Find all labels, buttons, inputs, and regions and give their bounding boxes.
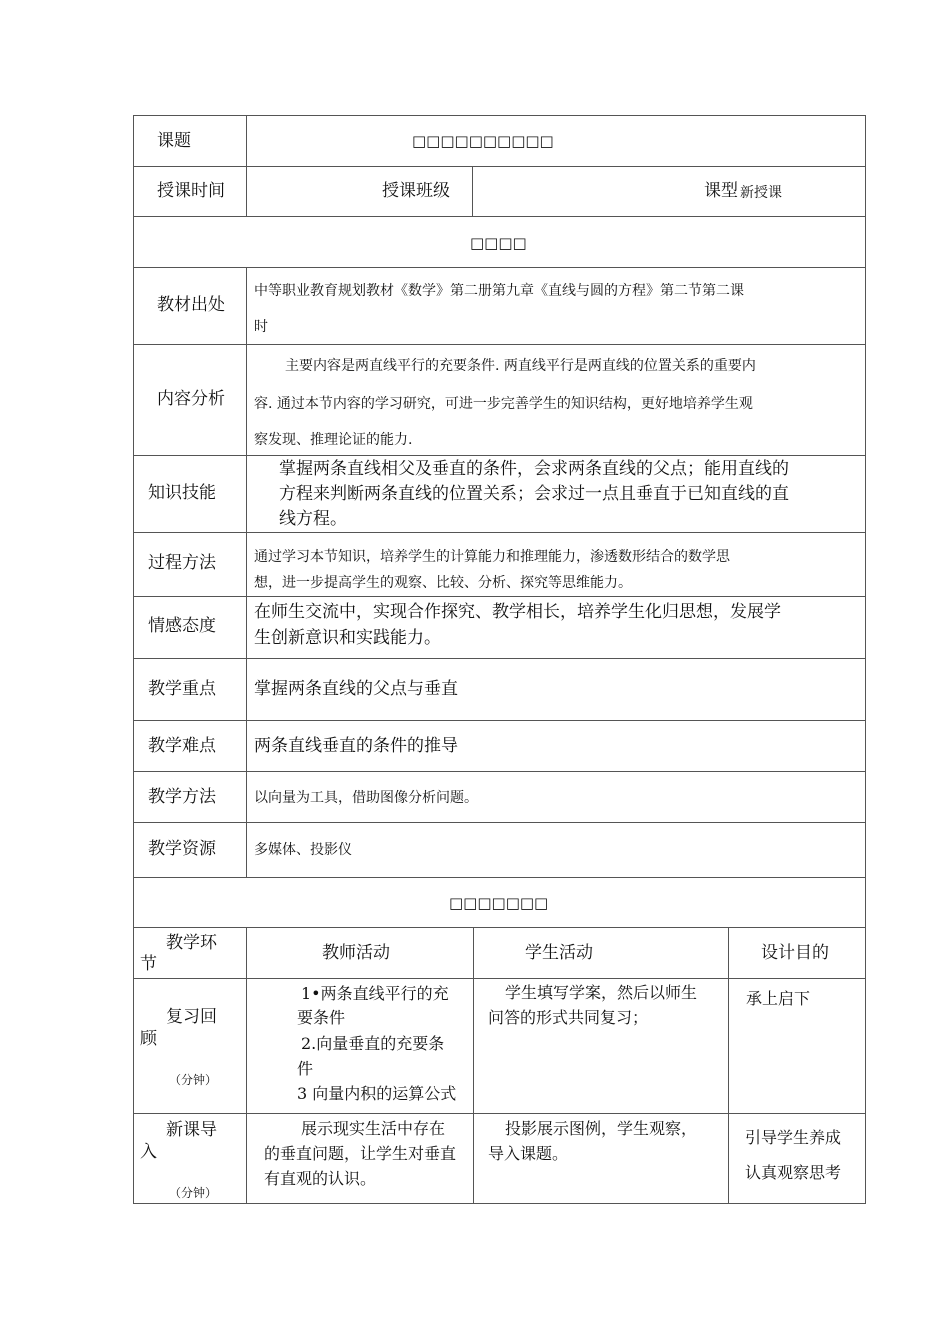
rule	[133, 720, 866, 721]
section-title-2: □□□□□□□	[449, 894, 549, 912]
rule	[133, 455, 866, 456]
label-divider	[246, 267, 247, 878]
intro-purpose-a: 引导学生养成	[745, 1128, 842, 1147]
intro-teacher-c: 有直观的认识。	[264, 1169, 377, 1188]
skill-text-line3: 线方程。	[279, 509, 347, 529]
review-student-a: 学生填写学案，然后以师生	[505, 983, 698, 1002]
border-right	[865, 115, 866, 1204]
skill-label: 知识技能	[148, 483, 216, 503]
review-stage-line1: 复习回	[166, 1007, 217, 1027]
rule	[133, 927, 866, 928]
source-text-line1: 中等职业教育规划教材《数学》第二册第九章《直线与圆的方程》第二节第二课	[254, 283, 744, 299]
process-text-line2: 想，进一步提高学生的观察、比较、分析、探究等思维能力。	[254, 575, 632, 591]
review-teacher-2a: 2.向量垂直的充要条	[301, 1034, 445, 1053]
skill-text-line2: 方程来判断两条直线的位置关系；会求过一点且垂直于已知直线的直	[279, 484, 789, 504]
emotion-text-line1: 在师生交流中，实现合作探究、教学相长，培养学生化归思想，发展学	[254, 602, 781, 622]
rule	[133, 596, 866, 597]
source-text-line2: 时	[254, 319, 268, 335]
border-left	[133, 115, 134, 1204]
col-stage-header-line2: 节	[140, 954, 157, 974]
col-student-header: 学生活动	[525, 943, 593, 963]
rule	[133, 1203, 866, 1204]
rule	[133, 532, 866, 533]
rule	[133, 978, 866, 979]
rule	[133, 877, 866, 878]
review-teacher-1b: 要条件	[297, 1008, 346, 1027]
content-text-line3: 察发现、推理论证的能力.	[254, 432, 413, 448]
section-title-1: □□□□	[470, 234, 527, 252]
emotion-label: 情感态度	[148, 616, 216, 636]
emotion-text-line2: 生创新意识和实践能力。	[254, 628, 441, 648]
intro-stage-line2: 入	[140, 1142, 157, 1162]
content-text-line2: 容. 通过本节内容的学习研究，可进一步完善学生的知识结构，更好地培养学生观	[254, 396, 753, 412]
resource-text: 多媒体、投影仪	[254, 842, 352, 858]
rule	[133, 771, 866, 772]
course-label: 课题	[157, 131, 191, 151]
review-teacher-3: 3 向量内积的运算公式	[297, 1084, 457, 1103]
review-minutes: （分钟）	[169, 1073, 218, 1087]
col-stage-header-line1: 教学环	[166, 933, 217, 953]
difficulty-label: 教学难点	[148, 736, 216, 756]
type-value: 新授课	[740, 185, 782, 201]
review-purpose: 承上启下	[746, 989, 811, 1008]
course-title: □□□□□□□□□□	[412, 132, 554, 150]
source-label: 教材出处	[157, 295, 225, 315]
col-purpose-header: 设计目的	[761, 943, 829, 963]
label-divider	[246, 115, 247, 217]
class-label: 授课班级	[382, 181, 450, 201]
content-label: 内容分析	[157, 389, 225, 409]
rule	[133, 658, 866, 659]
column-divider	[472, 166, 473, 217]
intro-student-b: 导入课题。	[488, 1144, 569, 1163]
rule	[133, 115, 866, 116]
resource-label: 教学资源	[148, 839, 216, 859]
process-label: 过程方法	[148, 553, 216, 573]
method-text: 以向量为工具，借助图像分析问题。	[254, 790, 478, 806]
rule	[133, 1113, 866, 1114]
time-label: 授课时间	[157, 181, 225, 201]
intro-student-a: 投影展示图例，学生观察，	[505, 1119, 698, 1138]
rule	[133, 344, 866, 345]
key-point-text: 掌握两条直线的父点与垂直	[254, 679, 458, 699]
intro-minutes: （分钟）	[169, 1186, 218, 1200]
intro-stage-line1: 新课导	[166, 1120, 217, 1140]
rule	[133, 267, 866, 268]
process-text-line1: 通过学习本节知识，培养学生的计算能力和推理能力，渗透数形结合的数学思	[254, 549, 730, 565]
review-stage-line2: 顾	[140, 1029, 157, 1049]
rule	[133, 822, 866, 823]
method-label: 教学方法	[148, 787, 216, 807]
review-teacher-2b: 件	[297, 1059, 314, 1078]
col-teacher-header: 教师活动	[322, 943, 390, 963]
intro-purpose-b: 认真观察思考	[745, 1163, 842, 1182]
content-text-line1: 主要内容是两直线平行的充要条件. 两直线平行是两直线的位置关系的重要内	[285, 358, 756, 374]
key-point-label: 教学重点	[148, 679, 216, 699]
intro-teacher-b: 的垂直问题，让学生对垂直	[264, 1144, 457, 1163]
type-label: 课型	[704, 181, 738, 201]
rule	[133, 216, 866, 217]
column-divider	[473, 927, 474, 1204]
review-teacher-1a: 1•两条直线平行的充	[301, 984, 449, 1003]
difficulty-text: 两条直线垂直的条件的推导	[254, 736, 458, 756]
review-student-b: 问答的形式共同复习；	[488, 1008, 649, 1027]
column-divider	[728, 927, 729, 1204]
intro-teacher-a: 展示现实生活中存在	[301, 1119, 446, 1138]
rule	[133, 166, 866, 167]
skill-text-line1: 掌握两条直线相父及垂直的条件，会求两条直线的父点；能用直线的	[279, 459, 789, 479]
label-divider	[246, 927, 247, 1204]
